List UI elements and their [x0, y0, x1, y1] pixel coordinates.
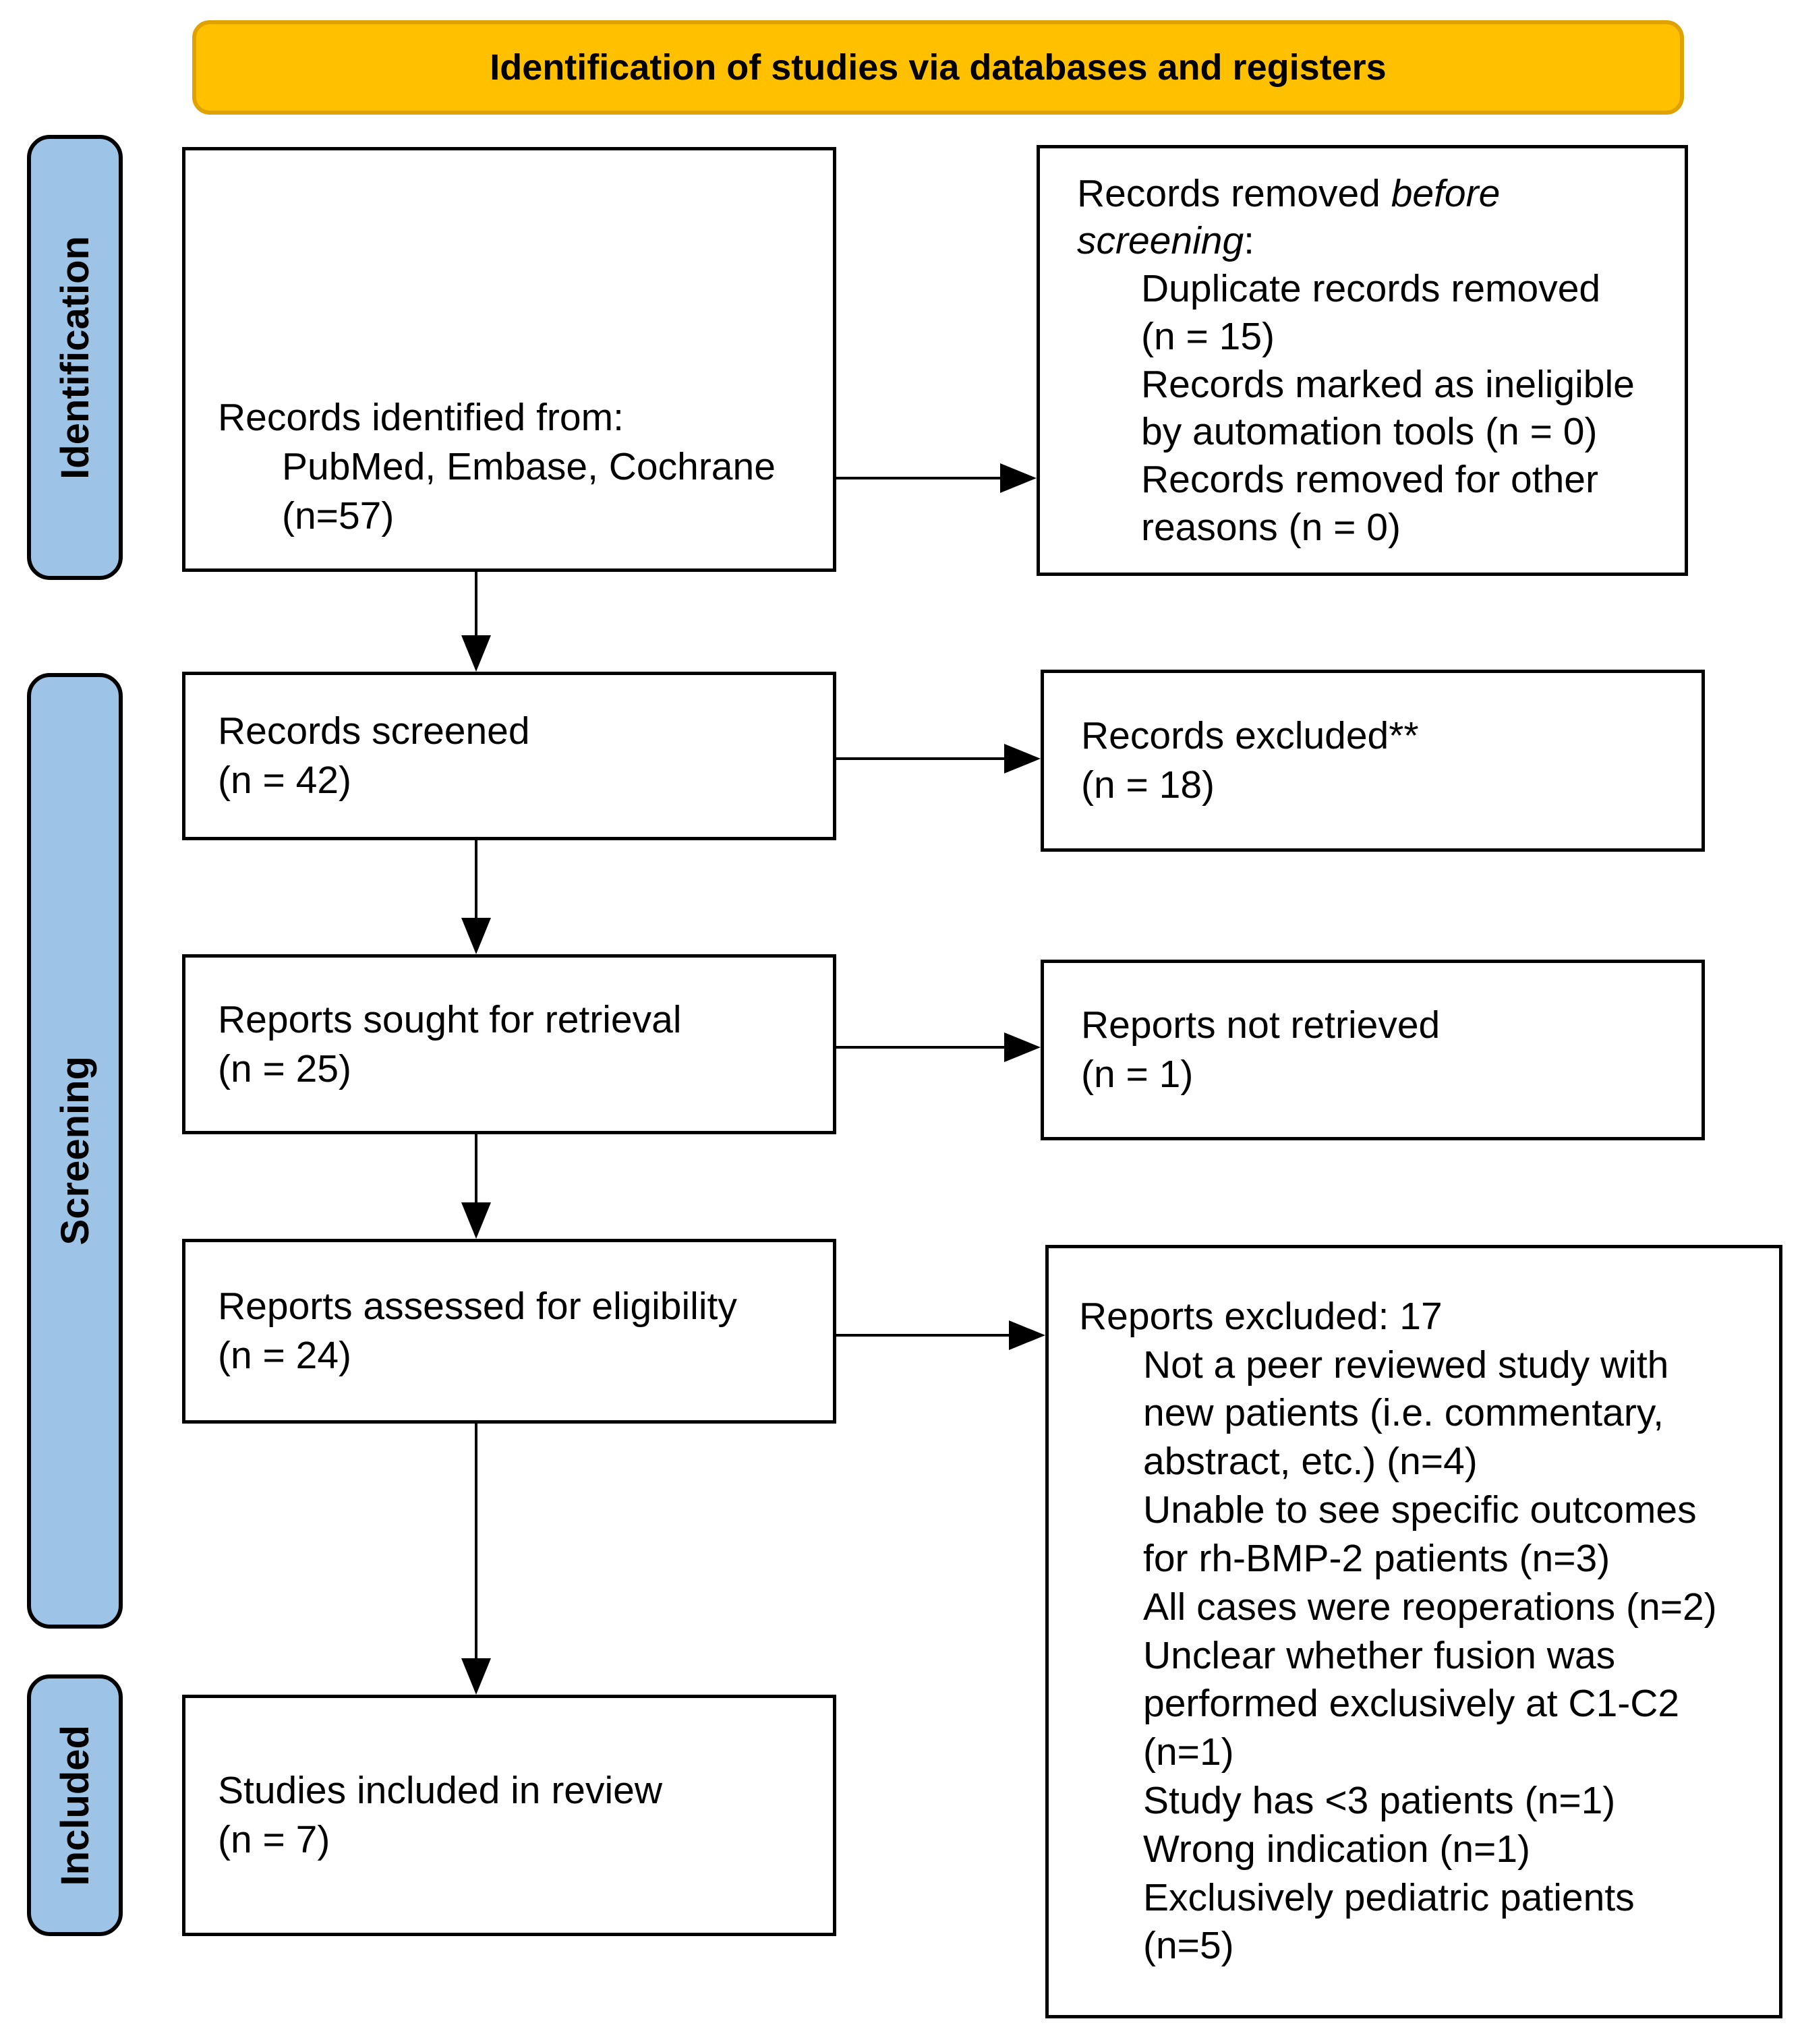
arrow-screened-to-excluded-head — [1004, 744, 1041, 773]
stage-label-identification — [27, 135, 123, 580]
box-text-line: Exclusively pediatric patients — [1143, 1875, 1635, 1919]
box-text-line: Study has <3 patients (n=1) — [1143, 1778, 1616, 1822]
box-text-line: PubMed, Embase, Cochrane — [282, 444, 776, 488]
arrow-screened-to-sought-line — [475, 840, 477, 919]
box-text-line: for rh-BMP-2 patients (n=3) — [1143, 1536, 1610, 1580]
arrow-identified-to-screened-line — [475, 572, 477, 637]
stage-label-identification-text: Identification — [53, 235, 97, 479]
box-text-line: (n=57) — [282, 494, 395, 537]
arrow-assessed-to-excluded-head — [1009, 1320, 1045, 1350]
box-text-line: (n=5) — [1143, 1924, 1234, 1968]
box-text-line: (n = 18) — [1081, 763, 1215, 807]
box-text-line: Studies included in review — [218, 1769, 663, 1813]
arrow-sought-to-assessed-head — [461, 1202, 491, 1239]
box-text-line: performed exclusively at C1-C2 — [1143, 1682, 1680, 1726]
arrow-assessed-to-included-line — [475, 1424, 477, 1660]
box-records-screened — [182, 672, 836, 840]
box-text-line: Not a peer reviewed study with — [1143, 1343, 1669, 1386]
box-records-identified — [182, 147, 836, 572]
arrow-screened-to-sought-head — [461, 918, 491, 954]
box-studies-included-in-review — [182, 1695, 836, 1936]
box-text-line: Records removed for other — [1141, 457, 1598, 501]
arrow-assessed-to-excluded-line — [836, 1334, 1010, 1337]
box-reports-not-retrieved — [1041, 960, 1705, 1140]
stage-label-included-text: Included — [53, 1724, 97, 1886]
box-text-line: (n = 7) — [218, 1818, 330, 1861]
box-text-line: Unable to see specific outcomes — [1143, 1488, 1697, 1532]
box-text-line: Records identified from: — [218, 396, 624, 439]
box-text-line: abstract, etc.) (n=4) — [1143, 1440, 1478, 1484]
stage-label-screening — [27, 673, 123, 1629]
stage-label-included — [27, 1674, 123, 1936]
box-text-line: reasons (n = 0) — [1141, 505, 1401, 549]
box-text-line: by automation tools (n = 0) — [1141, 410, 1598, 454]
box-text-line: Duplicate records removed — [1141, 267, 1601, 311]
box-text-line: (n = 15) — [1141, 314, 1275, 358]
box-text-line: Records marked as ineligible — [1141, 362, 1635, 406]
arrow-sought-to-assessed-line — [475, 1134, 477, 1204]
box-text-line: screening: — [1077, 219, 1254, 263]
stage-label-screening-text: Screening — [53, 1056, 97, 1246]
header-banner — [192, 20, 1684, 115]
arrow-identified-to-removed-head — [1000, 463, 1037, 493]
arrow-sought-to-not-retrieved-head — [1004, 1032, 1041, 1062]
box-records-removed-before-screening — [1037, 145, 1688, 576]
box-reports-assessed-for-eligibility — [182, 1239, 836, 1424]
arrow-sought-to-not-retrieved-line — [836, 1046, 1006, 1049]
box-text-line: (n = 1) — [1081, 1053, 1194, 1096]
arrow-screened-to-excluded-line — [836, 757, 1006, 760]
box-text-line: Reports not retrieved — [1081, 1003, 1441, 1047]
box-text-line: Reports sought for retrieval — [218, 997, 682, 1041]
box-text-line: (n = 42) — [218, 759, 352, 802]
box-text-line: (n=1) — [1143, 1730, 1234, 1774]
box-text-line: Reports assessed for eligibility — [218, 1285, 737, 1328]
box-text-line: Unclear whether fusion was — [1143, 1633, 1616, 1677]
arrow-assessed-to-included-head — [461, 1658, 491, 1695]
box-text-line: (n = 24) — [218, 1334, 352, 1377]
box-reports-excluded — [1045, 1245, 1782, 2018]
box-records-excluded — [1041, 670, 1705, 852]
box-reports-sought-for-retrieval — [182, 954, 836, 1134]
arrow-identified-to-screened-head — [461, 635, 491, 672]
header-title: Identification of studies via databases and registers — [490, 47, 1387, 88]
box-text-line: Records removed before — [1077, 171, 1501, 215]
box-text-line: new patients (i.e. commentary, — [1143, 1391, 1664, 1435]
arrow-identified-to-removed-line — [836, 477, 1001, 479]
box-text-line: Wrong indication (n=1) — [1143, 1827, 1531, 1871]
box-text-line: Records excluded** — [1081, 714, 1419, 758]
box-text-line: All cases were reoperations (n=2) — [1143, 1585, 1717, 1629]
box-text-line: Reports excluded: 17 — [1079, 1294, 1443, 1338]
box-text-line: Records screened — [218, 709, 530, 753]
box-text-line: (n = 25) — [218, 1047, 352, 1090]
